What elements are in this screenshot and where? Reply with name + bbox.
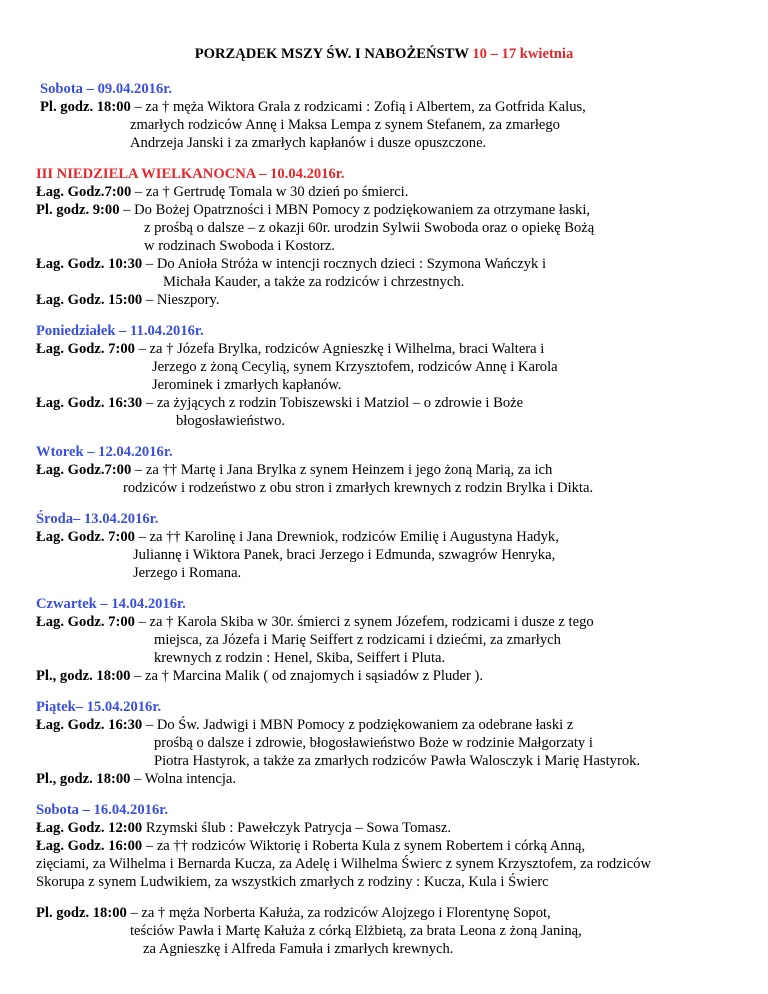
entry-continuation: Andrzeja Janski i za zmarłych kapłanów i dusze opuszczone. — [130, 135, 487, 151]
entry-label: Łag. Godz.7:00 — [36, 462, 132, 478]
entry-label: Łag. Godz. 7:00 — [36, 529, 135, 545]
entry-continuation: teściów Pawła i Martę Kałuża z córką Elżbietą, za brata Leona z żoną Janiną, — [130, 923, 582, 939]
entry-label: Łag. Godz. 12:00 — [36, 820, 143, 836]
entry-continuation: za Agnieszkę i Alfreda Famuła i zmarłych krewnych. — [143, 941, 454, 957]
section-heading: Wtorek – 12.04.2016r. — [36, 444, 173, 460]
entry-continuation: Jerzego z żoną Cecylią, synem Krzysztofem, rodziców Annę i Karola — [152, 359, 558, 375]
title-main: PORZĄDEK MSZY ŚW. I NABOŻEŃSTW — [194, 46, 473, 62]
entry-text: – za †† rodziców Wiktorię i Roberta Kula z synem Robertem i córką Anną, — [142, 838, 586, 854]
entry-line — [40, 98, 586, 116]
entry-label: Łag. Godz.7:00 — [36, 184, 132, 200]
entry-label: Łag. Godz. 15:00 — [36, 292, 143, 308]
entry-label: Łag. Godz. 16:30 — [36, 717, 143, 733]
entry-line — [36, 394, 523, 412]
entry-text: – za † Marcina Malik ( od znajomych i sąsiadów z Pluder ). — [130, 668, 484, 684]
entry-line — [36, 461, 552, 479]
entry-label: Pl., godz. 18:00 — [36, 668, 131, 684]
entry-continuation: zmarłych rodziców Annę i Maksa Lempa z synem Stefanem, za zmarłego — [130, 117, 560, 133]
entry-line — [36, 528, 559, 546]
entry-line — [36, 770, 236, 788]
entry-text: Rzymski ślub : Pawełczyk Patrycja – Sowa Tomasz. — [142, 820, 451, 836]
entry-line — [36, 613, 594, 631]
entry-label: Łag. Godz. 10:30 — [36, 256, 143, 272]
section-heading: Środa– 13.04.2016r. — [36, 511, 159, 527]
entry-continuation: Jerzego i Romana. — [133, 565, 242, 581]
entry-label: Łag. Godz. 16:30 — [36, 395, 143, 411]
entry-line — [36, 291, 220, 309]
entry-continuation: rodziców i rodzeństwo z obu stron i zmarłych krewnych z rodzin Brylka i Dikta. — [123, 480, 594, 496]
entry-text: – Wolna intencja. — [130, 771, 237, 787]
entry-line — [36, 201, 590, 219]
section-heading: Sobota – 16.04.2016r. — [36, 802, 169, 818]
entry-continuation: Juliannę i Wiktora Panek, braci Jerzego i Edmunda, szwagrów Henryka, — [133, 547, 556, 563]
entry-line — [36, 667, 483, 685]
entry-line — [36, 837, 585, 855]
entry-line — [36, 904, 551, 922]
entry-line — [36, 716, 573, 734]
entry-continuation: krewnych z rodzin : Henel, Skiba, Seiffert i Pluta. — [154, 650, 446, 666]
entry-continuation: miejsca, za Józefa i Marię Seiffert z rodzicami i dziećmi, za zmarłych — [154, 632, 561, 648]
entry-text: – Do Św. Jadwigi i MBN Pomocy z podziękowaniem za odebrane łaski z — [142, 717, 574, 733]
entry-label: Pl. godz. 18:00 — [36, 905, 127, 921]
entry-label: Łag. Godz. 7:00 — [36, 341, 135, 357]
entry-continuation: Jerominek i zmarłych kapłanów. — [152, 377, 342, 393]
entry-label: Pl. godz. 18:00 — [40, 99, 131, 115]
entry-text: – Nieszpory. — [142, 292, 220, 308]
entry-continuation: Piotra Hastyrok, a także za zmarłych rodziców Pawła Walosczyk i Marię Hastyrok. — [154, 753, 641, 769]
entry-continuation: błogosławieństwo. — [176, 413, 286, 429]
entry-line — [36, 819, 451, 837]
entry-text: – za † Karola Skiba w 30r. śmierci z synem Józefem, rodzicami i dusze z tego — [134, 614, 594, 630]
entry-text: – za † Gertrudę Tomala w 30 dzień po śmierci. — [131, 184, 409, 200]
page-title — [0, 46, 768, 63]
entry-text: – za † męża Wiktora Grala z rodzicami : Zofią i Albertem, za Gotfrida Kalus, — [130, 99, 586, 115]
entry-text: – za †† Martę i Jana Brylka z synem Heinzem i jego żoną Marią, za ich — [131, 462, 553, 478]
entry-label: Łag. Godz. 7:00 — [36, 614, 135, 630]
entry-line — [36, 340, 544, 358]
entry-continuation: zięciami, za Wilhelma i Bernarda Kucza, za Adelę i Wilhelma Świerc z synem Krzysztofem, za rodziców — [36, 856, 652, 872]
entry-label: Łag. Godz. 16:00 — [36, 838, 143, 854]
entry-continuation: prośbą o dalsze i zdrowie, błogosławieństwo Boże w rodzinie Małgorzaty i — [154, 735, 593, 751]
entry-label: Pl., godz. 18:00 — [36, 771, 131, 787]
entry-continuation: Skorupa z synem Ludwikiem, za wszystkich zmarłych z rodziny : Kucza, Kula i Świerc — [36, 874, 549, 890]
entry-text: – za † męża Norberta Kałuża, za rodziców Alojzego i Florentynę Sopot, — [126, 905, 551, 921]
section-heading: Sobota – 09.04.2016r. — [40, 81, 173, 97]
section-heading: Czwartek – 14.04.2016r. — [36, 596, 186, 612]
section-heading: III NIEDZIELA WIELKANOCNA – 10.04.2016r. — [36, 166, 345, 182]
entry-text: – za †† Karolinę i Jana Drewniok, rodziców Emilię i Augustyna Hadyk, — [134, 529, 559, 545]
entry-text: – Do Anioła Stróża w intencji rocznych dzieci : Szymona Wańczyk i — [142, 256, 547, 272]
section-heading: Poniedziałek – 11.04.2016r. — [36, 323, 204, 339]
entry-continuation: w rodzinach Swoboda i Kostorz. — [144, 238, 335, 254]
entry-text: – za żyjących z rodzin Tobiszewski i Matziol – o zdrowie i Boże — [142, 395, 524, 411]
section-heading: Piątek– 15.04.2016r. — [36, 699, 162, 715]
entry-continuation: z prośbą o dalsze – z okazji 60r. urodzin Sylwii Swoboda oraz o opiekę Bożą — [144, 220, 595, 236]
entry-line — [36, 183, 408, 201]
title-dates: 10 – 17 kwietnia — [472, 46, 574, 62]
entry-line — [36, 255, 546, 273]
entry-text: – za † Józefa Brylka, rodziców Agnieszkę i Wilhelma, braci Waltera i — [134, 341, 545, 357]
entry-label: Pl. godz. 9:00 — [36, 202, 120, 218]
entry-continuation: Michała Kauder, a także za rodziców i chrzestnych. — [163, 274, 465, 290]
entry-text: – Do Bożej Opatrzności i MBN Pomocy z podziękowaniem za otrzymane łaski, — [119, 202, 591, 218]
